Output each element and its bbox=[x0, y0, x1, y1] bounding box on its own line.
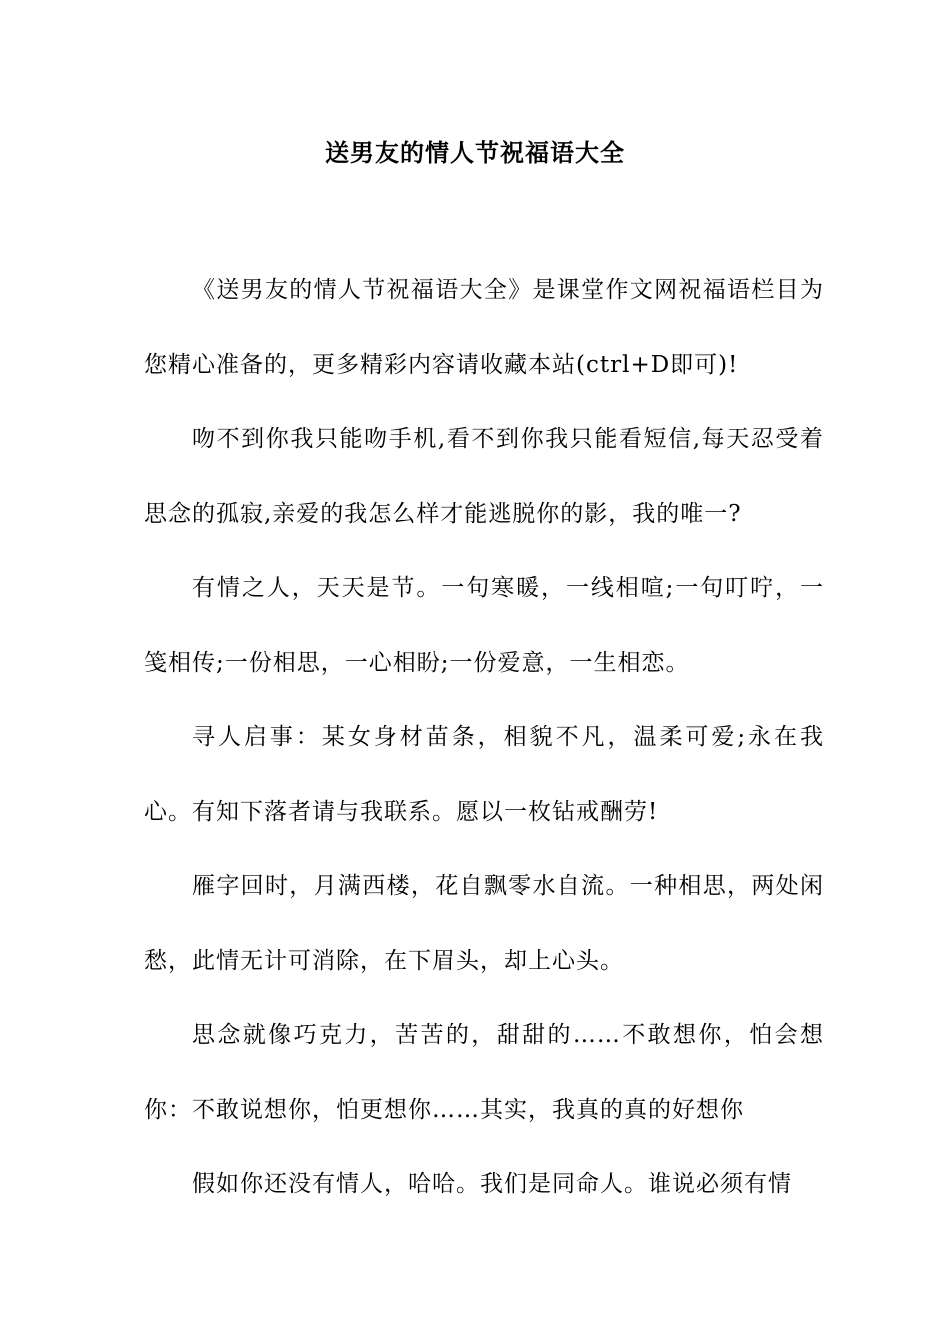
paragraph-kiss-phone: 吻不到你我只能吻手机,看不到你我只能看短信,每天忍受着思念的孤寂,亲爱的我怎么样才能逃脱你的影，我的唯一? bbox=[144, 426, 824, 527]
paragraph-no-lover: 假如你还没有情人，哈哈。我们是同命人。谁说必须有情 bbox=[192, 1171, 792, 1197]
document-body bbox=[144, 253, 824, 1222]
paragraph-chocolate: 思念就像巧克力，苦苦的，甜甜的……不敢想你，怕会想你：不敢说想你，怕更想你……其实，我真的真的好想你 bbox=[144, 1022, 824, 1123]
document-title: 送男友的情人节祝福语大全 bbox=[325, 139, 625, 167]
paragraph-missing-person-notice: 寻人启事：某女身材苗条，相貌不凡，温柔可爱;永在我心。有知下落者请与我联系。愿以一枚钻戒酬劳! bbox=[144, 724, 824, 825]
paragraph-every-day-festival: 有情之人，天天是节。一句寒暖，一线相喧;一句叮咛，一笺相传;一份相思，一心相盼;一份爱意，一生相恋。 bbox=[144, 575, 824, 676]
paragraph-west-tower: 雁字回时，月满西楼，花自飘零水自流。一种相思，两处闲愁，此情无计可消除，在下眉头，却上心头。 bbox=[144, 873, 824, 974]
paragraph-intro: 《送男友的情人节祝福语大全》是课堂作文网祝福语栏目为您精心准备的，更多精彩内容请收藏本站(ctrl+D即可)! bbox=[144, 277, 824, 378]
